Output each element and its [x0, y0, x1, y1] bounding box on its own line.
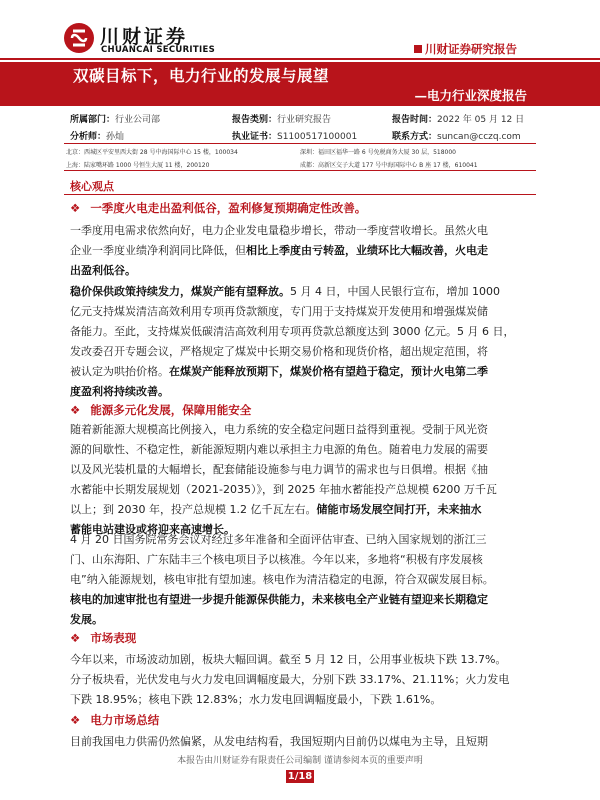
brand-name-en: CHUANCAI SECURITIES [101, 45, 215, 55]
text-line: 分子板块看，光伏发电与火力发电回调幅度最大，分别下跌 33.17%、21.11%；火力发电 [70, 672, 510, 686]
dept-label: 所属部门： [70, 115, 116, 125]
address-shanghai: 上海：陆家嘴环路 1000 号恒生大厦 11 楼，200120 [66, 162, 210, 169]
cert-label: 执业证书： [232, 132, 278, 142]
text-line: 被认定为哄抬价格。在煤炭产能释放预期下，煤炭价格有望趋于稳定，预计火电第二季 [70, 364, 488, 378]
core-heading: 核心观点 [70, 180, 114, 193]
report-tag [414, 41, 517, 57]
section-4-heading [70, 712, 159, 728]
text-line: 亿元支持煤炭清洁高效利用专项再贷款额度，专门用于支持煤炭开发使用和增强煤炭储 [70, 304, 488, 318]
diamond-bullet-icon: ❖ [70, 631, 81, 645]
text-line: 以上；到 2030 年，投产总规模 1.2 亿千瓦左右。储能市场发展空间打开，未来抽水 [70, 502, 482, 516]
text-line: 水蓄能中长期发展规划（2021-2035）》，到 2025 年抽水蓄能投产总规模 6200 万千瓦 [70, 482, 497, 496]
text-line: 4 月 20 日国务院常务会议对经过多年准备和全面评估审查、已纳入国家规划的浙江三 [70, 533, 487, 546]
section-4-title: 电力市场总结 [90, 713, 160, 727]
text-line: 源的间歇性、不稳定性，新能源短期内难以承担主力电源的角色。随着电力发展的需要 [70, 442, 488, 456]
section-3-heading [70, 630, 136, 646]
section-3-paragraph [70, 650, 536, 710]
type-label: 报告类别： [232, 115, 278, 125]
section-1-title: 一季度火电走出盈利低谷，盈利修复预期确定性改善。 [90, 201, 367, 215]
text-line: 门、山东海阳、广东陆丰三个核电项目予以核准。今年以来，多地将“积极有序发展核 [70, 552, 483, 566]
contact-label: 联系方式： [392, 132, 438, 142]
diamond-bullet-icon: ❖ [70, 403, 81, 417]
text-line: 一季度用电需求依然向好，电力企业发电量稳步增长，带动一季度营收增长。虽然火电 [70, 224, 488, 237]
section-4-paragraph [70, 732, 536, 752]
contact-info [392, 129, 521, 142]
chuancai-logo-icon [64, 23, 94, 53]
header-rule [0, 58, 600, 60]
section-1-paragraph-1 [70, 221, 536, 281]
analyst-info [70, 129, 124, 142]
section-2-paragraph-2 [70, 530, 536, 630]
diamond-bullet-icon: ❖ [70, 201, 81, 215]
cert-value: S1100517100001 [277, 132, 358, 142]
footer-disclaimer: 本报告由川财证券有限责任公司编制 谨请参阅本页的重要声明 [177, 756, 423, 766]
address-chengdu: 成都：高新区交子大道 177 号中海国际中心 B 座 17 楼，610041 [300, 162, 478, 169]
address-beijing: 北京：西城区平安里西大街 28 号中海国际中心 15 楼，100034 [66, 149, 238, 156]
text-line: 出盈利低谷。 [70, 263, 136, 277]
type-value: 行业研究报告 [277, 115, 332, 125]
info-divider-bottom [64, 170, 536, 171]
type-info [232, 112, 331, 125]
report-tag-label: 川财证券研究报告 [425, 42, 517, 56]
date-label: 报告时间： [392, 115, 438, 125]
cert-info [232, 129, 357, 142]
analyst-value: 孙灿 [106, 132, 125, 142]
info-divider [64, 143, 536, 144]
report-tag-icon [414, 45, 422, 53]
text-line: 下跌 18.95%；核电下跌 12.83%；水力发电回调幅度最小，下跌 1.61%。 [70, 692, 442, 706]
text-line: 度盈利将持续改善。 [70, 384, 169, 398]
address-shenzhen: 深圳：福田区福华一路 6 号免税商务大厦 30 层，518000 [300, 149, 456, 156]
text-line: 随着新能源大规模高比例接入，电力系统的安全稳定问题日益得到重视。受制于风光资 [70, 423, 488, 436]
dept-info [70, 112, 160, 125]
brand-name-zh: 川财证券 [100, 26, 189, 48]
contact-email[interactable]: suncan@cczq.com [437, 132, 521, 142]
text-line: 企业一季度业绩净利润同比降低，但相比上季度由亏转盈，业绩环比大幅改善，火电走 [70, 243, 488, 257]
date-info [392, 112, 524, 125]
text-line: 电”纳入能源规划，核电审批有望加速。核电作为清洁稳定的电源，符合双碳发展目标。 [70, 572, 494, 586]
section-1-paragraph-2 [70, 282, 536, 401]
section-3-title: 市场表现 [90, 631, 137, 645]
text-line: 蓄能电站建设或将迎来高速增长。 [70, 522, 235, 536]
text-line: 稳价保供政策持续发力，煤炭产能有望释放。5 月 4 日，中国人民银行宣布，增加 1000 [70, 285, 500, 298]
text-line: 目前我国电力供需仍然偏紧，从发电结构看，我国短期内目前仍以煤电为主导，且短期 [70, 735, 488, 748]
text-line: 核电的加速审批也有望进一步提升能源保供能力，未来核电全产业链有望迎来长期稳定 [70, 592, 488, 606]
date-value: 2022 年 05 月 12 日 [437, 115, 525, 125]
section-1-heading [70, 200, 366, 216]
section-2-title: 能源多元化发展，保障用能安全 [90, 403, 252, 417]
text-line: 备能力。至此，支持煤炭低碳清洁高效利用专项再贷款总额度达到 3000 亿元。5 月 6 日， [70, 324, 515, 338]
section-2-paragraph-1 [70, 420, 536, 539]
section-2-heading [70, 402, 251, 418]
page-number: 1/18 [287, 771, 313, 782]
analyst-label: 分析师： [70, 132, 107, 142]
diamond-bullet-icon: ❖ [70, 713, 81, 727]
report-title: 双碳目标下，电力行业的发展与展望 [73, 67, 330, 85]
core-rule [64, 194, 536, 195]
report-subtitle: —电力行业深度报告 [414, 88, 527, 103]
dept-value: 行业公司部 [115, 115, 161, 125]
text-line: 今年以来，市场波动加剧，板块大幅回调。截至 5 月 12 日，公用事业板块下跌 13.7%。 [70, 653, 507, 666]
text-line: 以及风光装机量的大幅增长，配套储能设施参与电力调节的需求也与日俱增。根据《抽 [70, 462, 488, 476]
text-line: 发改委召开专题会议，严格规定了煤炭中长期交易价格和现货价格，超出规定范围，将 [70, 344, 488, 358]
text-line: 发展。 [70, 612, 103, 626]
